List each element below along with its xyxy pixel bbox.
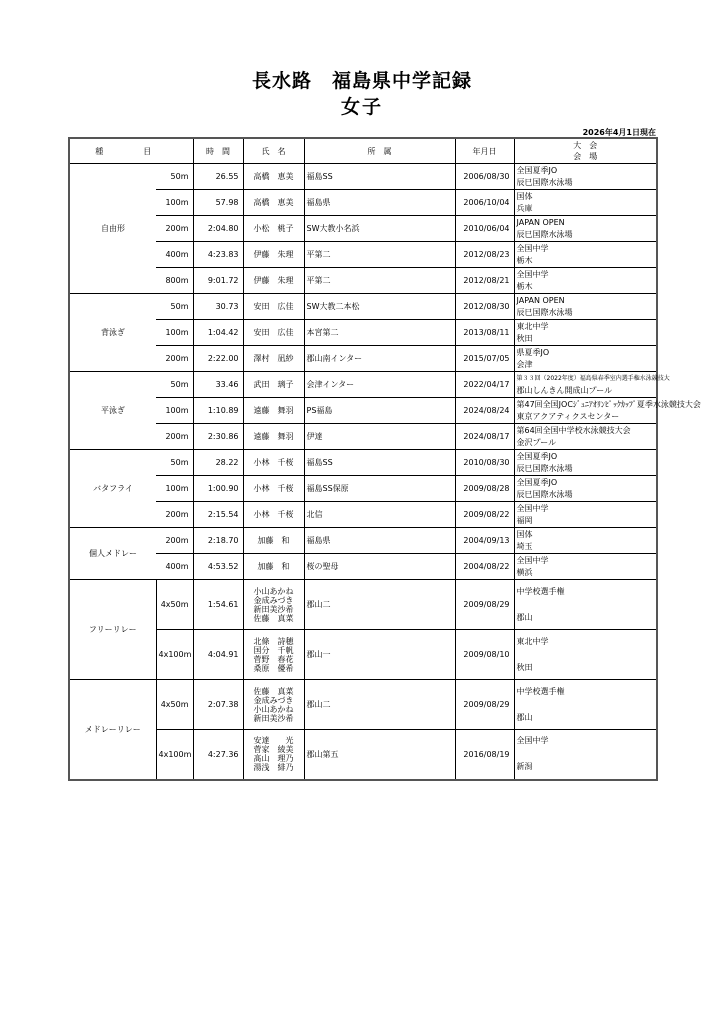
record-time: 9:01.72 — [193, 268, 243, 294]
distance: 400m — [156, 242, 193, 268]
meet-name: 全国中学 — [516, 503, 549, 513]
distance: 4x50m — [156, 580, 193, 630]
swimmer-name: 伊藤 朱理 — [243, 242, 304, 268]
meet-venue — [514, 502, 657, 528]
meet-venue — [514, 730, 657, 780]
distance: 100m — [156, 398, 193, 424]
swimmer-name: 湯浅 緋乃 — [253, 763, 294, 773]
relay-row — [69, 630, 657, 680]
venue-name: 秋田 — [516, 333, 533, 343]
team: 本宮第二 — [304, 320, 455, 346]
swimmer-name: 菅野 春花 — [253, 654, 294, 664]
record-date: 2024/08/24 — [455, 398, 514, 424]
venue-name: 新潟 — [516, 762, 533, 772]
meet-name: 全国中学 — [516, 555, 549, 565]
meet-name: 中学校選手権 — [516, 686, 565, 696]
swimmer-name: 加藤 和 — [243, 528, 304, 554]
page-subtitle: 女子 — [340, 96, 383, 118]
record-row — [69, 190, 657, 216]
header-row — [69, 138, 657, 164]
event-name: 自由形 — [69, 164, 156, 294]
distance: 200m — [156, 528, 193, 554]
record-time: 30.73 — [193, 294, 243, 320]
record-row — [69, 398, 657, 424]
meet-name: JAPAN OPEN — [516, 217, 565, 227]
venue-name: 会津 — [516, 359, 533, 369]
record-row — [69, 216, 657, 242]
distance: 800m — [156, 268, 193, 294]
meet-venue — [514, 630, 657, 680]
record-time: 4:23.83 — [193, 242, 243, 268]
header-event: 種 目 — [69, 138, 193, 164]
meet-name: 東北中学 — [516, 636, 549, 646]
distance: 200m — [156, 502, 193, 528]
team: 郡山二 — [304, 580, 455, 630]
team: PS福島 — [304, 398, 455, 424]
team: 北信 — [304, 502, 455, 528]
distance: 50m — [156, 164, 193, 190]
swimmer-name: 遠藤 舞羽 — [243, 398, 304, 424]
header-team: 所 属 — [304, 138, 455, 164]
meet-venue — [514, 424, 657, 450]
meet-venue — [514, 242, 657, 268]
venue-name: 栃木 — [516, 281, 533, 291]
swimmer-name: 菅家 綾美 — [253, 745, 294, 755]
swimmer-name: 佐藤 真菜 — [253, 686, 294, 696]
page-title: 長水路 福島県中学記録 — [251, 70, 472, 92]
record-time: 2:18.70 — [193, 528, 243, 554]
record-row — [69, 450, 657, 476]
venue-name: 福岡 — [516, 515, 533, 525]
meet-name: 第64回全国中学校水泳競技大会 — [516, 425, 631, 435]
meet-venue — [514, 190, 657, 216]
distance: 4x50m — [156, 680, 193, 730]
swimmer-name: 新田美沙希 — [253, 604, 294, 614]
meet-name: 第47回全国JOCｼﾞｭﾆｱｵﾘﾝﾋﾟｯｸｶｯﾌﾟ夏季水泳競技大会 — [516, 399, 701, 409]
meet-venue — [514, 320, 657, 346]
team: 平第二 — [304, 242, 455, 268]
team: 平第二 — [304, 268, 455, 294]
venue-name: 辰巳国際水泳場 — [516, 489, 573, 499]
distance: 100m — [156, 320, 193, 346]
meet-venue — [514, 372, 670, 398]
record-time: 1:54.61 — [193, 580, 243, 630]
record-date: 2004/08/22 — [455, 554, 514, 580]
header-name: 氏 名 — [243, 138, 304, 164]
meet-venue — [514, 268, 657, 294]
swimmer-name: 安達 光 — [253, 736, 294, 746]
swimmer-name: 小林 千桜 — [243, 502, 304, 528]
record-time: 4:04.91 — [193, 630, 243, 680]
meet-venue — [514, 476, 657, 502]
team: 福島県 — [304, 528, 455, 554]
team: 郡山第五 — [304, 730, 455, 780]
header-meet-venue: 大 会 会 場 — [514, 138, 657, 164]
meet-name: 全国夏季JO — [516, 451, 558, 461]
swimmer-names — [243, 630, 304, 680]
swimmer-name: 金成みづき — [253, 695, 294, 705]
record-time: 2:30.86 — [193, 424, 243, 450]
meet-name: 国体 — [516, 191, 533, 201]
team: 福島SS — [304, 164, 455, 190]
team: 福島SS保原 — [304, 476, 455, 502]
venue-name: 埼玉 — [516, 541, 533, 551]
record-date: 2024/08/17 — [455, 424, 514, 450]
meet-name: 東北中学 — [516, 321, 549, 331]
distance: 4x100m — [156, 630, 193, 680]
record-time: 2:07.38 — [193, 680, 243, 730]
record-date: 2012/08/23 — [455, 242, 514, 268]
meet-venue — [514, 680, 657, 730]
meet-name: 全国中学 — [516, 736, 549, 746]
record-date: 2009/08/22 — [455, 502, 514, 528]
team: SW大教小名浜 — [304, 216, 455, 242]
relay-row — [69, 730, 657, 780]
swimmer-name: 小林 千桜 — [243, 450, 304, 476]
record-date: 2006/10/04 — [455, 190, 514, 216]
record-date: 2010/06/04 — [455, 216, 514, 242]
meet-name: 国体 — [516, 529, 533, 539]
team: 福島SS — [304, 450, 455, 476]
venue-name: 横浜 — [516, 567, 533, 577]
record-time: 4:53.52 — [193, 554, 243, 580]
record-time: 1:04.42 — [193, 320, 243, 346]
meet-name: 県夏季JO — [516, 347, 550, 357]
record-date: 2004/09/13 — [455, 528, 514, 554]
venue-name: 辰巳国際水泳場 — [516, 463, 573, 473]
swimmer-name: 小山あかね — [253, 704, 294, 714]
record-time: 2:15.54 — [193, 502, 243, 528]
distance: 4x100m — [156, 730, 193, 780]
meet-venue — [514, 554, 657, 580]
meet-venue — [514, 346, 657, 372]
event-name: フリーリレー — [69, 580, 156, 680]
venue-name: 辰巳国際水泳場 — [516, 229, 573, 239]
record-row — [69, 242, 657, 268]
relay-row — [69, 580, 657, 630]
record-row — [69, 320, 657, 346]
meet-name: JAPAN OPEN — [516, 295, 565, 305]
meet-venue — [514, 216, 657, 242]
venue-name: 東京アクアティクスセンター — [516, 411, 620, 421]
record-time: 2:22.00 — [193, 346, 243, 372]
record-date: 2006/08/30 — [455, 164, 514, 190]
venue-name: 郡山 — [516, 612, 533, 622]
record-time: 1:10.89 — [193, 398, 243, 424]
record-date: 2009/08/29 — [455, 580, 514, 630]
record-time: 4:27.36 — [193, 730, 243, 780]
team: 郡山南インター — [304, 346, 455, 372]
meet-name: 中学校選手権 — [516, 586, 565, 596]
team: 郡山一 — [304, 630, 455, 680]
swimmer-name: 伊藤 朱理 — [243, 268, 304, 294]
event-name: バタフライ — [69, 450, 156, 528]
meet-venue — [514, 164, 657, 190]
team: 郡山二 — [304, 680, 455, 730]
venue-name: 郡山 — [516, 712, 533, 722]
record-row — [69, 502, 657, 528]
record-date: 2009/08/10 — [455, 630, 514, 680]
event-name: 平泳ぎ — [69, 372, 156, 450]
swimmer-name: 加藤 和 — [243, 554, 304, 580]
team: SW大教二本松 — [304, 294, 455, 320]
record-row — [69, 294, 657, 320]
record-time: 2:04.80 — [193, 216, 243, 242]
as-of-date: 2026年4月1日現在 — [582, 128, 656, 137]
record-date: 2013/08/11 — [455, 320, 514, 346]
record-row — [69, 268, 657, 294]
relay-row — [69, 680, 657, 730]
meet-name: 全国中学 — [516, 243, 549, 253]
meet-venue — [514, 398, 701, 424]
record-row — [69, 346, 657, 372]
team: 伊達 — [304, 424, 455, 450]
distance: 50m — [156, 450, 193, 476]
swimmer-name: 遠藤 舞羽 — [243, 424, 304, 450]
meet-name: 全国夏季JO — [516, 477, 558, 487]
venue-name: 辰巳国際水泳場 — [516, 307, 573, 317]
swimmer-name: 安田 広佳 — [243, 294, 304, 320]
meet-name: 全国中学 — [516, 269, 549, 279]
record-row — [69, 476, 657, 502]
venue-name: 郡山しんきん開成山プール — [516, 385, 613, 395]
swimmer-name: 小山あかね — [253, 586, 294, 596]
event-name: 背泳ぎ — [69, 294, 156, 372]
swimmer-name: 北條 詩穂 — [253, 636, 294, 646]
distance: 200m — [156, 424, 193, 450]
event-name: メドレーリレー — [69, 680, 156, 780]
record-row — [69, 372, 657, 398]
record-time: 33.46 — [193, 372, 243, 398]
record-date: 2009/08/28 — [455, 476, 514, 502]
record-row — [69, 164, 657, 190]
header-time: 時 間 — [193, 138, 243, 164]
swimmer-name: 国分 千帆 — [253, 645, 294, 655]
swimmer-name: 小林 千桜 — [243, 476, 304, 502]
swimmer-name: 桑原 優希 — [253, 663, 294, 673]
swimmer-name: 高橋 恵美 — [243, 164, 304, 190]
distance: 200m — [156, 216, 193, 242]
swimmer-name: 新田美沙希 — [253, 713, 294, 723]
record-time: 1:00.90 — [193, 476, 243, 502]
event-name: 個人メドレー — [69, 528, 156, 580]
swimmer-name: 佐藤 真菜 — [253, 613, 294, 623]
swimmer-names — [243, 680, 304, 730]
record-time: 28.22 — [193, 450, 243, 476]
meet-venue — [514, 450, 657, 476]
record-date: 2015/07/05 — [455, 346, 514, 372]
distance: 50m — [156, 294, 193, 320]
swimmer-names — [243, 730, 304, 780]
swimmer-name: 小松 桃子 — [243, 216, 304, 242]
records-table — [68, 137, 701, 781]
record-row — [69, 554, 657, 580]
distance: 100m — [156, 476, 193, 502]
meet-venue — [514, 528, 657, 554]
team: 桜の聖母 — [304, 554, 455, 580]
record-date: 2022/04/17 — [455, 372, 514, 398]
swimmer-names — [243, 580, 304, 630]
record-time: 26.55 — [193, 164, 243, 190]
swimmer-name: 安田 広佳 — [243, 320, 304, 346]
record-date: 2010/08/30 — [455, 450, 514, 476]
record-row — [69, 424, 657, 450]
meet-name: 第３３回（2022年度）福島県春季室内選手権水泳競技大 — [516, 374, 670, 382]
distance: 200m — [156, 346, 193, 372]
team: 会津インター — [304, 372, 455, 398]
record-time: 57.98 — [193, 190, 243, 216]
venue-name: 金沢プール — [516, 437, 557, 447]
venue-name: 栃木 — [516, 255, 533, 265]
swimmer-name: 高橋 恵美 — [243, 190, 304, 216]
header-date: 年月日 — [455, 138, 514, 164]
distance: 400m — [156, 554, 193, 580]
venue-name: 辰巳国際水泳場 — [516, 177, 573, 187]
meet-name: 全国夏季JO — [516, 165, 558, 175]
swimmer-name: 澤村 凪紗 — [243, 346, 304, 372]
record-row — [69, 528, 657, 554]
record-date: 2012/08/30 — [455, 294, 514, 320]
venue-name: 兵庫 — [516, 203, 533, 213]
meet-venue — [514, 294, 657, 320]
record-date: 2012/08/21 — [455, 268, 514, 294]
swimmer-name: 金成みづき — [253, 595, 294, 605]
meet-venue — [514, 580, 657, 630]
venue-name: 秋田 — [516, 662, 533, 672]
distance: 100m — [156, 190, 193, 216]
swimmer-name: 髙山 理乃 — [253, 754, 294, 764]
distance: 50m — [156, 372, 193, 398]
team: 福島県 — [304, 190, 455, 216]
swimmer-name: 武田 璃子 — [243, 372, 304, 398]
record-date: 2009/08/29 — [455, 680, 514, 730]
record-date: 2016/08/19 — [455, 730, 514, 780]
